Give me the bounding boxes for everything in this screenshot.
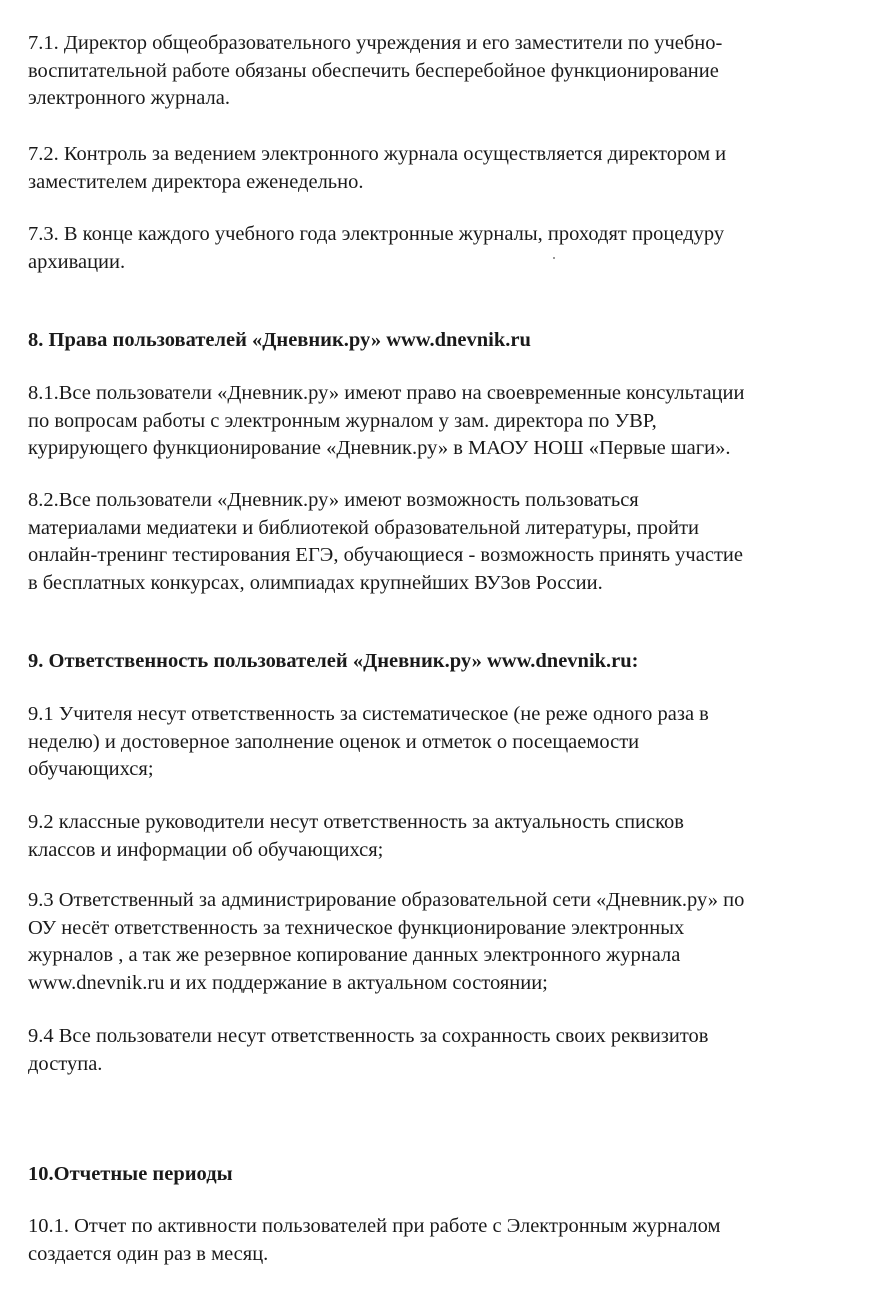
paragraph-7-1: 7.1. Директор общеобразовательного учреждения и его заместители по учебно- воспитательной работе обязаны обеспечить бесперебойное функционирование электронного журнала. xyxy=(28,32,723,109)
paragraph-9-2: 9.2 классные руководители несут ответственность за актуальность списков классов и информации об обучающихся; xyxy=(28,811,684,861)
paragraph-9-1: 9.1 Учителя несут ответственность за систематическое (не реже одного раза в неделю) и достоверное заполнение оценок и отметок о посещаемости обучающихся; xyxy=(28,703,709,780)
paragraph-9-4: 9.4 Все пользователи несут ответственность за сохранность своих реквизитов доступа. xyxy=(28,1025,709,1075)
paragraph-10-1: 10.1. Отчет по активности пользователей при работе с Электронным журналом создается один раз в месяц. xyxy=(28,1215,721,1265)
paragraph-8-1: 8.1.Все пользователи «Дневник.ру» имеют право на своевременные консультации по вопросам работы с электронным журналом у зам. директора по УВР, курирующего функционирование «Дневник.ру» в МАОУ НОШ «Первые шаги». xyxy=(28,382,745,459)
section-10-heading: 10.Отчетные периоды xyxy=(28,1163,233,1185)
paragraph-7-2: 7.2. Контроль за ведением электронного журнала осуществляется директором и заместителем директора еженедельно. xyxy=(28,143,727,193)
scan-speck xyxy=(553,257,555,259)
section-9-heading: 9. Ответственность пользователей «Дневник.ру» www.dnevnik.ru: xyxy=(28,650,639,672)
paragraph-8-2: 8.2.Все пользователи «Дневник.ру» имеют возможность пользоваться материалами медиатеки и библиотекой образовательной литературы, пройти онлайн-тренинг тестирования ЕГЭ, обучающиеся - возможность принять участие в бесплатных конкурсах, олимпиадах крупнейших ВУЗов России. xyxy=(28,489,743,594)
paragraph-9-3: 9.3 Ответственный за администрирование образовательной сети «Дневник.ру» по ОУ несёт ответственность за техническое функционирование электронных журналов , а так же резервное копирование данных электронного журнала www.dnevnik.ru и их поддержание в актуальном состоянии; xyxy=(28,889,745,994)
paragraph-7-3: 7.3. В конце каждого учебного года электронные журналы, проходят процедуру архивации. xyxy=(28,223,725,273)
section-8-heading: 8. Права пользователей «Дневник.ру» www.dnevnik.ru xyxy=(28,329,531,351)
